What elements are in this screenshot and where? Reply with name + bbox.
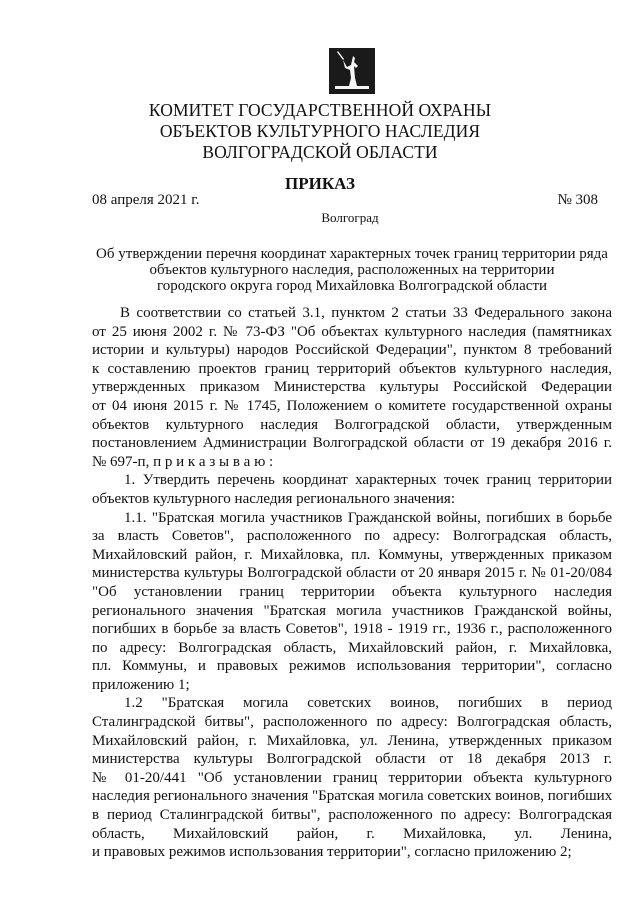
- body-line: № 697-п, п р и к а з ы в а ю :: [92, 453, 274, 470]
- item-1-paragraph: [92, 471, 612, 508]
- emblem-graphic: [329, 48, 375, 94]
- body-line: от 04 июня 2015 г. № 1745, Положением о комитете государственной охраны: [92, 397, 612, 414]
- body-line: министерства культуры Волгоградской области от 20 января 2015 г. № 01-20/084: [92, 565, 612, 582]
- document-date: 08 апреля 2021 г.: [92, 192, 200, 208]
- body-line: наследия регионального значения "Братская могила советских воинов, погибших: [92, 788, 613, 805]
- item-1-2-paragraph: [92, 694, 612, 861]
- document-body: [92, 304, 612, 862]
- subject-line: объектов культурного наследия, расположенных на территории: [149, 262, 555, 278]
- body-line: приложению 1;: [92, 676, 190, 693]
- preamble-paragraph: [92, 304, 612, 471]
- body-line: Михайловский район, г. Михайловка, ул. Ленина, утвержденных приказом: [92, 732, 612, 749]
- org-line: КОМИТЕТ ГОСУДАРСТВЕННОЙ ОХРАНЫ: [148, 100, 492, 120]
- body-line: от 25 июня 2002 г. № 73-ФЗ "Об объектах культурного наследия (памятниках: [92, 323, 612, 340]
- document-city: Волгоград: [321, 210, 379, 225]
- body-line: по адресу: Волгоградская область, Михайловский район, г. Михайловка,: [92, 639, 612, 656]
- subject-line: Об утверждении перечня координат характерных точек границ территории ряда: [96, 246, 608, 262]
- body-line: погибших в борьбе за власть Советов", 1918 - 1919 гг., 1936 г., расположенного: [92, 621, 612, 638]
- body-line: область, Михайловский район, г. Михайловка, ул. Ленина,: [92, 825, 612, 842]
- document-number: № 308: [557, 192, 598, 208]
- body-line: объектов культурного наследия регионального значения:: [92, 490, 456, 507]
- body-line: регионального значения "Братская могила участников Гражданской войны,: [92, 602, 612, 619]
- volgograd-emblem-icon: [329, 48, 375, 94]
- body-line: Михайловский район, г. Михайловка, пл. Коммуны, утвержденных приказом: [92, 546, 612, 563]
- body-line: и правовых режимов использования территории", согласно приложению 2;: [92, 844, 572, 861]
- document-type: ПРИКАЗ: [285, 174, 355, 193]
- body-line: 1.2 "Братская могила советских воинов, погибших в период: [124, 695, 612, 712]
- body-line: В соответствии со статьей 3.1, пунктом 2 статьи 33 Федерального закона: [120, 305, 612, 321]
- body-line: пл. Коммуны, и правовых режимов использования территории", согласно: [92, 658, 612, 675]
- subject-line: городского округа город Михайловка Волгоградской области: [156, 278, 548, 294]
- body-line: 1. Утвердить перечень координат характерных точек границ территории: [124, 472, 612, 489]
- body-line: 1.1. "Братская могила участников Гражданской войны, погибших в борьбе: [124, 509, 612, 526]
- org-line: ВОЛГОГРАДСКОЙ ОБЛАСТИ: [202, 142, 438, 162]
- body-line: к составлению проектов границ территорий объектов культурного наследия,: [92, 360, 612, 377]
- body-line: объектов культурного наследия Волгоградской области, утвержденным: [92, 416, 612, 433]
- body-line: истории и культуры) народов Российской Федерации", пунктом 8 требований: [92, 342, 612, 359]
- body-line: утвержденных приказом Министерства культуры Российской Федерации: [92, 379, 612, 396]
- body-line: Сталинградской битвы", расположенного по адресу: Волгоградская область,: [92, 714, 612, 731]
- body-line: министерства культуры Волгоградской области от 18 декабря 2013 г.: [92, 751, 612, 768]
- body-line: постановлением Администрации Волгоградской области от 19 декабря 2016 г.: [92, 435, 612, 452]
- body-line: за власть Советов", расположенного по адресу: Волгоградская область,: [92, 528, 612, 545]
- document-subject: [92, 246, 612, 294]
- item-1-1-paragraph: [92, 509, 612, 695]
- org-line: ОБЪЕКТОВ КУЛЬТУРНОГО НАСЛЕДИЯ: [159, 121, 481, 141]
- body-line: "Об установлении границ территории объекта культурного наследия: [92, 583, 612, 600]
- body-line: № 01-20/441 "Об установлении границ территории объекта культурного: [92, 769, 612, 786]
- organization-name: [0, 100, 640, 163]
- body-line: в период Сталинградской битвы", расположенного по адресу: Волгоградская: [92, 807, 612, 824]
